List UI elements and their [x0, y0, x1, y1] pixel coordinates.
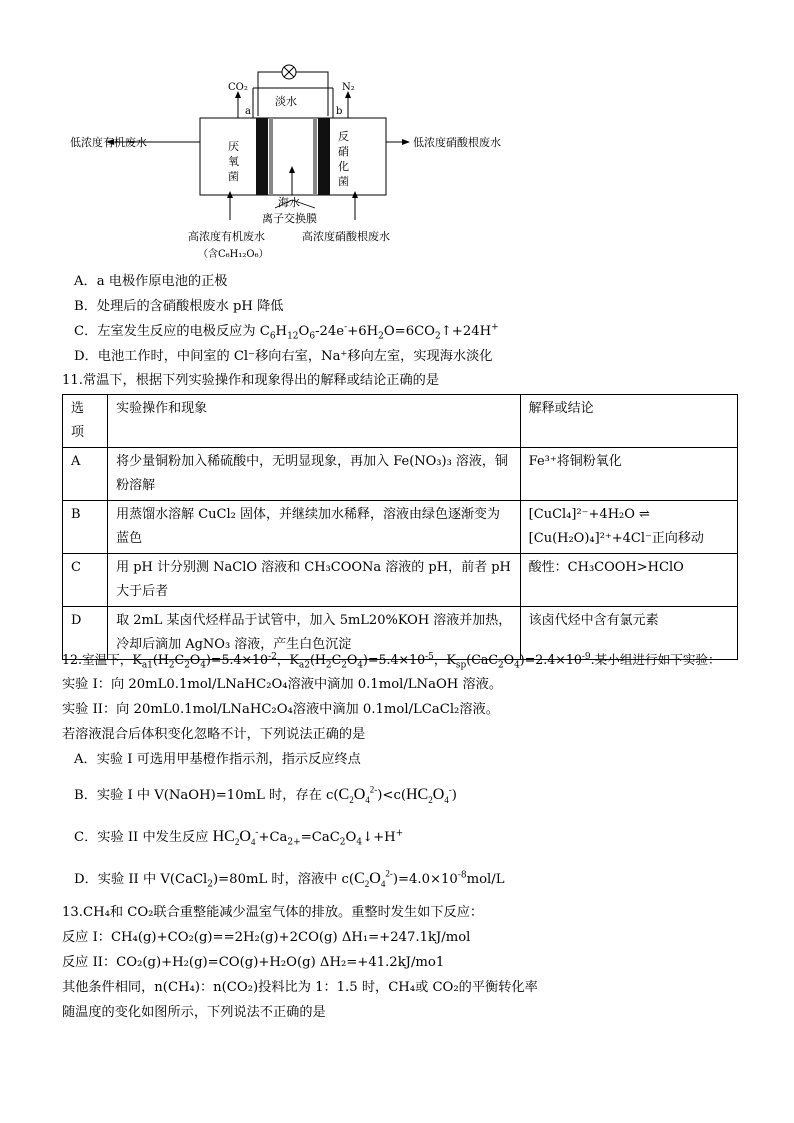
fresh-water-label: 淡水	[275, 95, 297, 108]
membrane-label: 离子交换膜	[262, 212, 317, 225]
q10-option-c: C．左室发生反应的电极反应为 $C_6H_{12}O_6-24e^-+6H_2O=6CO_2↑+24H^+$	[74, 322, 499, 342]
row-operation: 将少量铜粉加入稀硫酸中，无明显现象，再加入 Fe(NO₃)₃ 溶液，铜粉溶解	[108, 448, 521, 501]
header-conclusion: 解释或结论	[520, 395, 737, 448]
q13-reaction-2: 反应 II：CO₂(g)+H₂(g)=CO(g)+H₂O(g) ΔH₂=+41.2kJ/mo1	[62, 955, 445, 970]
q11-table	[62, 394, 738, 660]
right-outlet-label: 低浓度硝酸根废水	[413, 136, 501, 149]
row-conclusion: 该卤代烃中含有氯元素	[520, 607, 737, 660]
electrolytic-cell-diagram	[70, 60, 530, 270]
row-conclusion: Fe³⁺将铜粉氧化	[520, 448, 737, 501]
q13-title: 13.CH₄和 CO₂联合重整能减少温室气体的排放。重整时发生如下反应：	[62, 905, 484, 920]
denitrify-label-4: 菌	[338, 175, 349, 188]
table-row	[63, 448, 738, 501]
denitrify-label-3: 化	[338, 160, 349, 173]
electrode-a-label: a	[245, 106, 251, 117]
glucose-label: （含C₆H₁₂O₆）	[198, 249, 269, 260]
row-conclusion: 酸性：CH₃COOH>HClO	[520, 554, 737, 607]
q12-option-a: A．实验 I 可选用甲基橙作指示剂，指示反应终点	[74, 752, 361, 767]
row-option: D	[63, 607, 108, 660]
left-outlet-label: 低浓度有机废水	[70, 136, 147, 149]
row-option: B	[63, 501, 108, 554]
header-option: 选 项	[63, 395, 108, 448]
co2-label: CO₂	[228, 82, 248, 93]
table-row	[63, 554, 738, 607]
anaerobic-label-1: 厌	[228, 140, 239, 153]
n2-label: N₂	[342, 82, 355, 93]
inlet-nitrate-label: 高浓度硝酸根废水	[302, 230, 390, 243]
table-header-row	[63, 395, 738, 448]
q11-title: 11.常温下，根据下列实验操作和现象得出的解释或结论正确的是	[62, 373, 440, 388]
q10-option-b: B．处理后的含硝酸根废水 pH 降低	[74, 299, 284, 314]
q13-condition: 其他条件相同，n(CH₄)：n(CO₂)投料比为 1：1.5 时，CH₄或 CO₂的平衡转化率	[62, 980, 538, 995]
row-conclusion: [CuCl₄]²⁻+4H₂O ⇌ [Cu(H₂O)₄]²⁺+4Cl⁻正向移动	[520, 501, 737, 554]
denitrify-label-2: 硝	[338, 145, 349, 158]
row-option: A	[63, 448, 108, 501]
seawater-label: 海水	[278, 196, 300, 209]
table-row	[63, 501, 738, 554]
row-operation: 用 pH 计分别测 NaClO 溶液和 CH₃COONa 溶液的 pH，前者 pH 大于后者	[108, 554, 521, 607]
row-operation: 取 2mL 某卤代烃样品于试管中，加入 5mL20%KOH 溶液并加热，冷却后滴加 AgNO₃ 溶液，产生白色沉淀	[108, 607, 521, 660]
q12-exp2: 实验 II：向 20mL0.1mol/LNaHC₂O₄溶液中滴加 0.1mol/LCaCl₂溶液。	[62, 702, 499, 717]
electrode-b-label: b	[336, 106, 343, 117]
inlet-organic-label: 高浓度有机废水	[188, 230, 265, 243]
q12-option-d: D．实验 II 中 V(CaCl$_2$)=80mL 时，溶液中 $c(C_2O_4^{2-})=4.0\times 10^{-8}mol/L$	[74, 868, 505, 890]
q10-option-a: A．a 电极作原电池的正极	[74, 274, 228, 289]
q12-exp1: 实验 I：向 20mL0.1mol/LNaHC₂O₄溶液中滴加 0.1mol/LNaOH 溶液。	[62, 677, 503, 692]
header-operation: 实验操作和现象	[108, 395, 521, 448]
denitrify-label-1: 反	[338, 130, 349, 143]
q12-assume: 若溶液混合后体积变化忽略不计，下列说法正确的是	[62, 727, 366, 742]
row-operation: 用蒸馏水溶解 CuCl₂ 固体，并继续加水稀释，溶液由绿色逐渐变为蓝色	[108, 501, 521, 554]
q12-title: 12.室温下，$K_{a1}(H_2C_2O_4)=5.4\times 10^{-2}$，$K_{a2}(H_2C_2O_4)=5.4\times 10^{-5}$，$K_{sp}(CaC_2O_4)=2.4\times 10^{-9}$.某小组进行如下实验：	[62, 651, 721, 671]
q13-question: 随温度的变化如图所示，下列说法不正确的是	[62, 1005, 326, 1020]
anaerobic-label-3: 菌	[228, 170, 239, 183]
q12-option-b: B．实验 I 中 V(NaOH)=10mL 时，存在 $c(C_2O_4^{2-})<c(HC_2O_4^-)$	[74, 784, 457, 806]
row-option: C	[63, 554, 108, 607]
q12-option-c: C．实验 II 中发生反应 $HC_2O_4^-+Ca_{2+}=CaC_2O_4↓+H^+$	[74, 826, 404, 848]
q10-option-d: D．电池工作时，中间室的 Cl⁻移向右室，Na⁺移向左室，实现海水淡化	[74, 349, 493, 364]
q13-reaction-1: 反应 I：CH₄(g)+CO₂(g)==2H₂(g)+2CO(g) ΔH₁=+247.1kJ/mol	[62, 930, 471, 945]
anaerobic-label-2: 氧	[228, 155, 239, 168]
